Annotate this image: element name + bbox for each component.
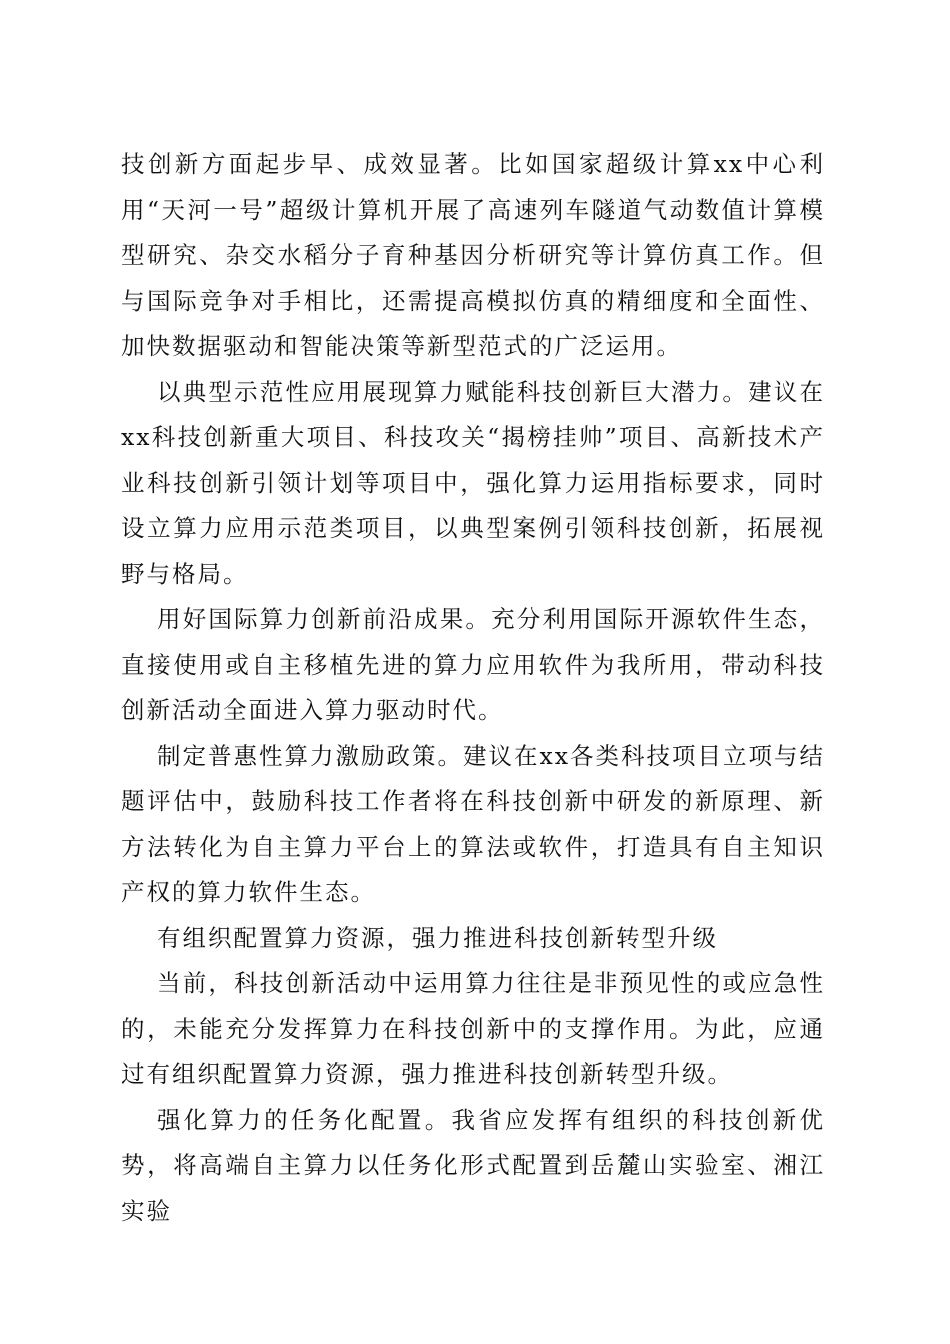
- paragraph-continued-intro: 技创新方面起步早、成效显著。比如国家超级计算xx中心利用“天河一号”超级计算机开展了高速列车隧道气动数值计算模型研究、杂交水稻分子育种基因分析研究等计算仿真工作。但与国际竞争对手相比，还需提高模拟仿真的精细度和全面性、加快数据驱动和智能决策等新型范式的广泛运用。: [121, 150, 825, 360]
- paragraph-task-based-allocation: 强化算力的任务化配置。我省应发挥有组织的科技创新优势，将高端自主算力以任务化形式配置到岳麓山实验室、湘江实验: [121, 1105, 825, 1225]
- paragraph-incentive-policy: 制定普惠性算力激励政策。建议在xx各类科技项目立项与结题评估中，鼓励科技工作者将在科技创新中研发的新原理、新方法转化为自主算力平台上的算法或软件，打造具有自主知识产权的算力软件生态。: [121, 741, 826, 906]
- section-heading-organized-allocation: 有组织配置算力资源，强力推进科技创新转型升级: [157, 923, 718, 952]
- paragraph-current-situation: 当前，科技创新活动中运用算力往往是非预见性的或应急性的，未能充分发挥算力在科技创新中的支撑作用。为此，应通过有组织配置算力资源，强力推进科技创新转型升级。: [121, 969, 825, 1088]
- document-body: [121, 142, 825, 1234]
- paragraph-international-frontier: 用好国际算力创新前沿成果。充分利用国际开源软件生态，直接使用或自主移植先进的算力应用软件为我所用，带动科技创新活动全面进入算力驱动时代。: [121, 605, 825, 724]
- paragraph-typical-demo-application: 以典型示范性应用展现算力赋能科技创新巨大潜力。建议在xx科技创新重大项目、科技攻关“揭榜挂帅”项目、高新技术产业科技创新引领计划等项目中，强化算力运用指标要求，同时设立算力应用示范类项目，以典型案例引领科技创新，拓展视野与格局。: [121, 377, 825, 588]
